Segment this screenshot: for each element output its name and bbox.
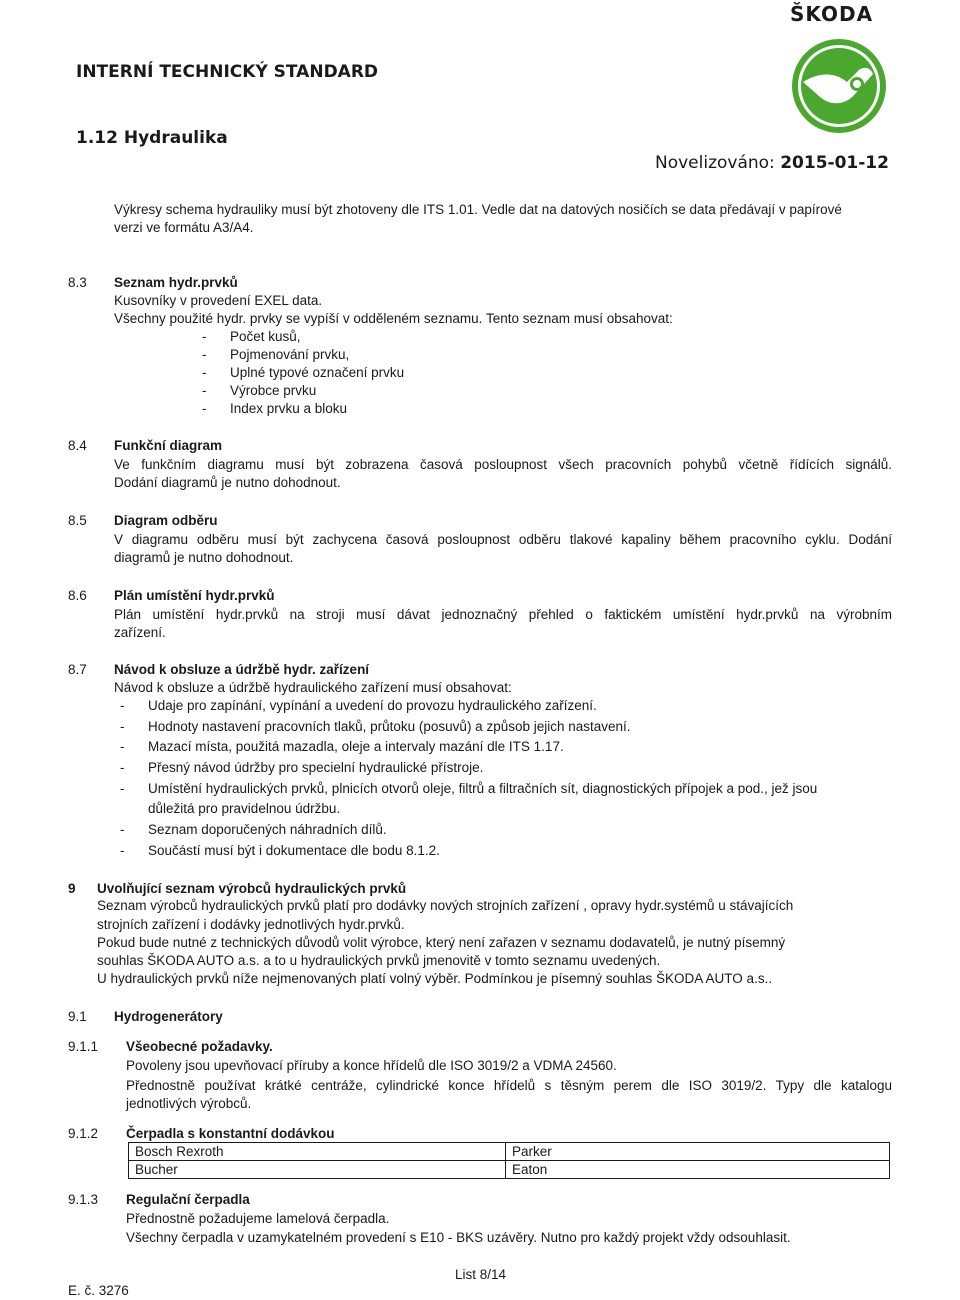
- section-heading: Návod k obsluze a údržbě hydr. zařízení: [114, 662, 370, 677]
- list-dash: -: [120, 739, 125, 754]
- paragraph-line: souhlas ŠKODA AUTO a.s. a to u hydraulických prvků jmenovitě v tomto seznamu uvedených.: [97, 953, 661, 968]
- brand-wordmark: ŠKODA: [790, 2, 874, 26]
- list-dash: -: [202, 329, 207, 344]
- list-item: Seznam doporučených náhradních dílů.: [148, 822, 387, 837]
- intro-line-2: verzi ve formátu A3/A4.: [114, 220, 254, 235]
- section-number: 8.3: [68, 275, 87, 290]
- revised-label: Novelizováno:: [655, 153, 775, 173]
- document-number: E. č. 3276: [68, 1283, 129, 1298]
- list-item: Mazací místa, použitá mazadla, oleje a intervaly mazání dle ITS 1.17.: [148, 739, 564, 754]
- section-heading: Uvolňující seznam výrobců hydraulických prvků: [97, 881, 407, 896]
- manufacturer-table: [128, 1142, 890, 1179]
- paragraph-line: Všechny použité hydr. prvky se vypíší v odděleném seznamu. Tento seznam musí obsahovat:: [114, 311, 673, 326]
- list-dash: -: [120, 822, 125, 837]
- paragraph-line: Kusovníky v provedení EXEL data.: [114, 293, 323, 308]
- list-item: Uplné typové označení prvku: [230, 365, 405, 380]
- table-row: [129, 1143, 890, 1161]
- section-number: 9.1.1: [68, 1039, 99, 1054]
- paragraph-line: Povoleny jsou upevňovací příruby a konce hřídelů dle ISO 3019/2 a VDMA 24560.: [126, 1058, 617, 1073]
- section-heading: Všeobecné požadavky.: [126, 1039, 273, 1054]
- list-dash: -: [120, 843, 125, 858]
- list-item: Počet kusů,: [230, 329, 301, 344]
- list-item: Přesný návod údržby pro specielní hydraulické přístroje.: [148, 760, 484, 775]
- list-item: Pojmenování prvku,: [230, 347, 350, 362]
- list-dash: -: [120, 760, 125, 775]
- section-heading: Seznam hydr.prvků: [114, 275, 238, 290]
- list-dash: -: [202, 401, 207, 416]
- section-heading: Hydrogenerátory: [114, 1009, 223, 1024]
- section-title: 1.12 Hydraulika: [76, 128, 228, 148]
- paragraph-line: diagramů je nutno dohodnout.: [114, 550, 294, 565]
- paragraph-line: Všechny čerpadla v uzamykatelném provedení s E10 - BKS uzávěry. Nutno pro každý projekt vždy odsouhlasit.: [126, 1230, 791, 1245]
- standard-title: INTERNÍ TECHNICKÝ STANDARD: [76, 62, 379, 82]
- list-dash: -: [202, 365, 207, 380]
- section-number: 8.6: [68, 588, 87, 603]
- paragraph-line: strojních zařízení i dodávky jednotlivých hydr.prvků.: [97, 917, 405, 932]
- intro-line-1: Výkresy schema hydrauliky musí být zhotoveny dle ITS 1.01. Vedle dat na datových nosičích se data předávají v papírové: [114, 202, 842, 217]
- list-dash: -: [120, 719, 125, 734]
- table-cell: Eaton: [506, 1161, 890, 1179]
- table-cell: Bosch Rexroth: [129, 1143, 506, 1161]
- list-item: Index prvku a bloku: [230, 401, 348, 416]
- table-cell: Parker: [506, 1143, 890, 1161]
- list-item: Udaje pro zapínání, vypínání a uvedení do provozu hydraulického zařízení.: [148, 698, 597, 713]
- revision-info: [655, 153, 889, 173]
- table-row: [129, 1161, 890, 1179]
- paragraph-line: zařízení.: [114, 625, 166, 640]
- list-dash: -: [120, 698, 125, 713]
- page-number: List 8/14: [455, 1267, 507, 1282]
- paragraph-line: V diagramu odběru musí být zachycena časová posloupnost odběru tlakové kapaliny během pracovního cyklu. Dodání: [114, 532, 892, 547]
- section-heading: Diagram odběru: [114, 513, 218, 528]
- paragraph-line: U hydraulických prvků níže nejmenovaných platí volný výběr. Podmínkou je písemný souhlas ŠKODA AUTO a.s..: [97, 971, 773, 986]
- list-dash: -: [202, 347, 207, 362]
- section-number: 9: [68, 881, 76, 896]
- section-number: 9.1.3: [68, 1192, 99, 1207]
- section-heading: Plán umístění hydr.prvků: [114, 588, 275, 603]
- list-item: Součástí musí být i dokumentace dle bodu 8.1.2.: [148, 843, 440, 858]
- section-heading: Funkční diagram: [114, 438, 223, 453]
- paragraph-line: Plán umístění hydr.prvků na stroji musí dávat jednoznačný přehled o faktickém umístění hydr.prvků na výrobním: [114, 607, 892, 622]
- section-heading: Regulační čerpadla: [126, 1192, 250, 1207]
- paragraph-line: Dodání diagramů je nutno dohodnout.: [114, 475, 341, 490]
- section-number: 8.7: [68, 662, 87, 677]
- section-heading: Čerpadla s konstantní dodávkou: [126, 1126, 335, 1141]
- skoda-logo-icon: [789, 36, 889, 136]
- list-dash: -: [120, 781, 125, 796]
- paragraph-line: jednotlivých výrobců.: [126, 1096, 252, 1111]
- section-number: 9.1: [68, 1009, 87, 1024]
- list-item: Výrobce prvku: [230, 383, 317, 398]
- paragraph-line: Pokud bude nutné z technických důvodů volit výrobce, který není zařazen v seznamu dodavatelů, je nutný písemný: [97, 935, 786, 950]
- paragraph-line: Seznam výrobců hydraulických prvků platí pro dodávky nových strojních zařízení , opravy hydr.systémů u stávajících: [97, 898, 794, 913]
- section-number: 8.5: [68, 513, 87, 528]
- list-item-continuation: důležitá pro pravidelnou údržbu.: [148, 801, 341, 816]
- section-number: 8.4: [68, 438, 87, 453]
- list-dash: -: [202, 383, 207, 398]
- paragraph-line: Přednostně požadujeme lamelová čerpadla.: [126, 1211, 390, 1226]
- revised-date: 2015-01-12: [780, 153, 889, 173]
- section-number: 9.1.2: [68, 1126, 99, 1141]
- paragraph-line: Ve funkčním diagramu musí být zobrazena časová posloupnost všech pracovních pohybů včetně řídících signálů.: [114, 457, 892, 472]
- list-item: Hodnoty nastavení pracovních tlaků, průtoku (posuvů) a způsob jejich nastavení.: [148, 719, 631, 734]
- paragraph-line: Návod k obsluze a údržbě hydraulického zařízení musí obsahovat:: [114, 680, 512, 695]
- list-item: Umístění hydraulických prvků, plnicích otvorů oleje, filtrů a filtračních sít, diagnostických přípojek a pod., jež jsou: [148, 781, 818, 796]
- paragraph-line: Přednostně používat krátké centráže, cylindrické konce hřídelů s těsným perem dle ISO 3019/2. Typy dle katalogu: [126, 1078, 892, 1093]
- table-cell: Bucher: [129, 1161, 506, 1179]
